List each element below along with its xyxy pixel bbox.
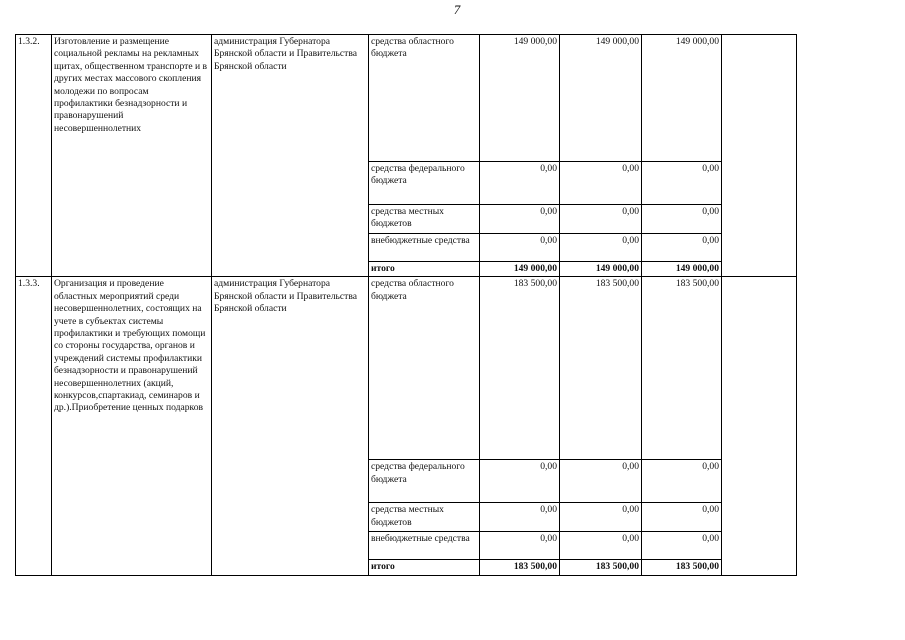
table-row [16,35,797,162]
amount-cell: 0,00 [560,162,642,205]
total-amount: 183 500,00 [642,560,722,575]
source-label: средства федерального бюджета [369,162,480,205]
page-number: 7 [453,2,461,17]
amount-cell: 0,00 [642,503,722,532]
total-amount: 149 000,00 [480,262,560,277]
amount-cell: 0,00 [480,205,560,234]
total-amount: 183 500,00 [480,560,560,575]
item-number: 1.3.2. [16,35,52,277]
source-label: средства областного бюджета [369,35,480,162]
source-label: средства местных бюджетов [369,503,480,532]
item-executor: администрация Губернатора Брянской области и Правительства Брянской области [212,277,369,575]
total-label: итого [369,560,480,575]
item-executor: администрация Губернатора Брянской области и Правительства Брянской области [212,35,369,277]
empty-cell [722,277,797,575]
item-number: 1.3.3. [16,277,52,575]
source-label: внебюджетные средства [369,532,480,560]
amount-cell: 0,00 [480,162,560,205]
source-label: средства областного бюджета [369,277,480,460]
amount-cell: 149 000,00 [642,35,722,162]
amount-cell: 0,00 [642,460,722,503]
amount-cell: 183 500,00 [480,277,560,460]
empty-cell [722,35,797,277]
amount-cell: 0,00 [480,532,560,560]
amount-cell: 0,00 [642,532,722,560]
amount-cell: 0,00 [560,503,642,532]
amount-cell: 149 000,00 [480,35,560,162]
amount-cell: 0,00 [560,234,642,262]
total-label: итого [369,262,480,277]
amount-cell: 0,00 [560,532,642,560]
item-description: Изготовление и размещение социальной рекламы на рекламных щитах, общественном транспорте и в других местах массового скопления молодежи по вопросам профилактики безнадзорности и правонарушений несовершеннолетних [52,35,212,277]
amount-cell: 183 500,00 [642,277,722,460]
total-amount: 149 000,00 [642,262,722,277]
amount-cell: 0,00 [642,205,722,234]
total-amount: 183 500,00 [560,560,642,575]
amount-cell: 183 500,00 [560,277,642,460]
amount-cell: 0,00 [480,460,560,503]
amount-cell: 0,00 [642,162,722,205]
amount-cell: 0,00 [560,460,642,503]
item-description: Организация и проведение областных мероприятий среди несовершеннолетних, состоящих на учете в субъектах системы профилактики и требующих помощи со стороны государства, органов и учреждений системы профилактики безнадзорности и правонарушений несовершеннолетних (акций, конкурсов,спартакиад, семинаров и др.).Приобретение ценных подарков [52,277,212,575]
source-label: внебюджетные средства [369,234,480,262]
amount-cell: 0,00 [480,234,560,262]
budget-table [15,34,797,576]
source-label: средства местных бюджетов [369,205,480,234]
amount-cell: 0,00 [642,234,722,262]
amount-cell: 149 000,00 [560,35,642,162]
total-amount: 149 000,00 [560,262,642,277]
amount-cell: 0,00 [560,205,642,234]
source-label: средства федерального бюджета [369,460,480,503]
table-row [16,277,797,460]
amount-cell: 0,00 [480,503,560,532]
